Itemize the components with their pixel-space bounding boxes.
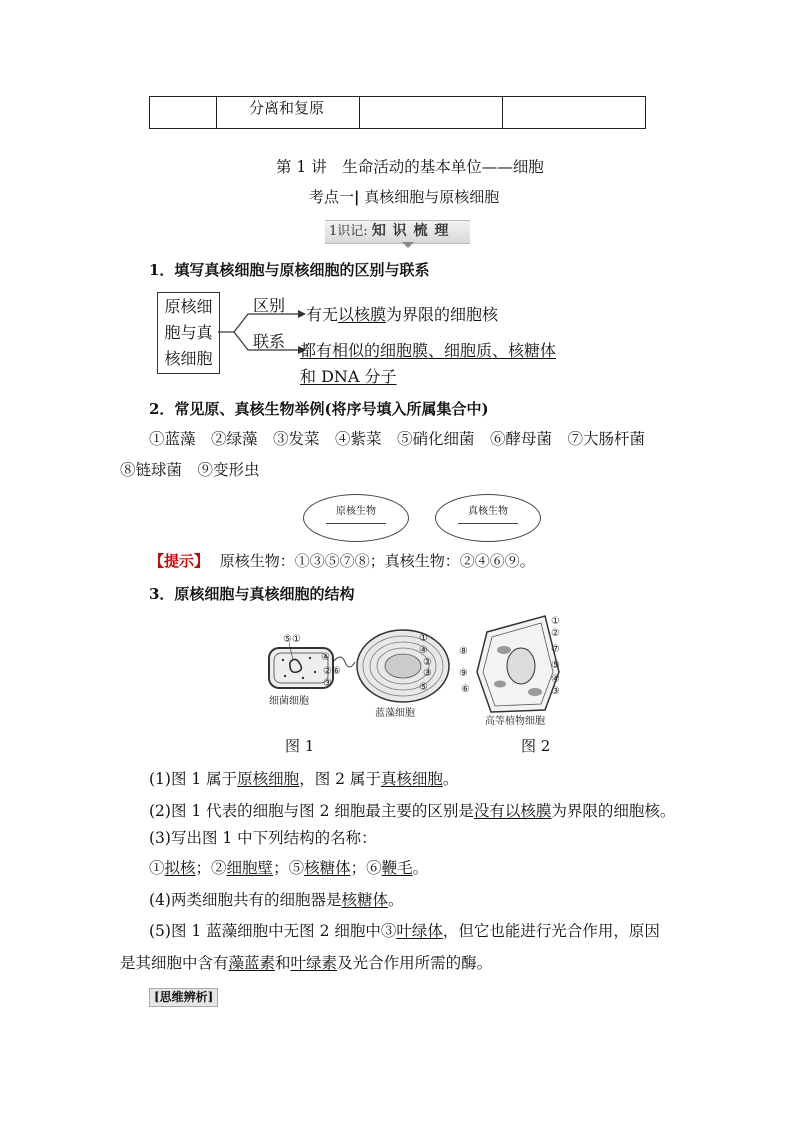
eukaryote-ellipse bbox=[435, 494, 541, 542]
ellipse-label: 原核生物 bbox=[336, 506, 376, 517]
svg-text:④: ④ bbox=[321, 652, 330, 663]
answer-1: (1)图 1 属于原核细胞，图 2 属于真核细胞。 bbox=[149, 770, 459, 788]
svg-text:⑦: ⑦ bbox=[551, 644, 560, 655]
concept-box-line: 核细胞 bbox=[164, 349, 213, 368]
svg-text:②: ② bbox=[551, 628, 560, 639]
q2-heading: 2．常见原、真核生物举例(将序号填入所属集合中) bbox=[149, 400, 489, 418]
svg-text:⑤: ⑤ bbox=[419, 682, 428, 693]
lecture-title: 第 1 讲 生命活动的基本单位——细胞 bbox=[276, 158, 544, 176]
concept-box-line: 原核细 bbox=[164, 297, 213, 316]
svg-text:③: ③ bbox=[551, 686, 560, 697]
answer-3b: ①拟核；②细胞壁；⑤核糖体；⑥鞭毛。 bbox=[149, 859, 429, 877]
table-cell bbox=[503, 97, 646, 129]
answer-5: (5)图 1 蓝藻细胞中无图 2 细胞中③叶绿体，但它也能进行光合作用，原因 bbox=[149, 922, 660, 940]
svg-text:②⑥: ②⑥ bbox=[323, 666, 341, 677]
svg-text:③: ③ bbox=[323, 678, 332, 689]
section-banner bbox=[325, 220, 470, 250]
svg-text:⑨: ⑨ bbox=[459, 668, 468, 679]
svg-text:⑧: ⑧ bbox=[459, 646, 468, 657]
tip-text: 原核生物：①③⑤⑦⑧；真核生物：②④⑥⑨。 bbox=[219, 552, 535, 570]
concept-box bbox=[157, 292, 220, 374]
answer-4: (4)两类细胞共有的细胞器是核糖体。 bbox=[149, 891, 404, 909]
branch1-text: 有无以核膜为界限的细胞核 bbox=[306, 305, 499, 324]
svg-text:②: ② bbox=[423, 657, 432, 668]
prokaryote-ellipse bbox=[303, 494, 409, 542]
fig1-caption: 图 1 bbox=[285, 737, 315, 755]
fig-label-cyano: 蓝藻细胞 bbox=[375, 708, 415, 719]
kaodian-heading: 考点一| 真核细胞与原核细胞 bbox=[309, 188, 500, 206]
q2-items-line1: ①蓝藻 ②绿藻 ③发菜 ④紫菜 ⑤硝化细菌 ⑥酵母菌 ⑦大肠杆菌 bbox=[149, 430, 646, 448]
concept-box-line: 胞与真 bbox=[164, 323, 213, 342]
label-num: ⑤① bbox=[283, 634, 301, 645]
q3-heading: 3．原核细胞与真核细胞的结构 bbox=[149, 585, 355, 603]
fig2-caption: 图 2 bbox=[521, 737, 551, 755]
table-cell bbox=[150, 97, 217, 129]
ellipse-label: 真核生物 bbox=[468, 506, 508, 517]
fig-label-plant: 高等植物细胞 bbox=[485, 716, 545, 727]
kaodian-prefix: 考点一 bbox=[309, 188, 355, 206]
answer-3: (3)写出图 1 中下列结构的名称： bbox=[149, 829, 377, 847]
banner-text: 知 识 梳 理 bbox=[371, 223, 450, 239]
answer-underline: 以核膜 bbox=[338, 305, 387, 324]
q1-heading: 1．填写真核细胞与原核细胞的区别与联系 bbox=[149, 261, 430, 279]
siwei-banner: [思维辨析] bbox=[149, 988, 218, 1007]
branch1-label: 区别 bbox=[253, 296, 286, 315]
branch2-label: 联系 bbox=[253, 332, 286, 351]
cell-figures bbox=[255, 612, 585, 728]
svg-text:⑤: ⑤ bbox=[551, 660, 560, 671]
svg-text:④: ④ bbox=[419, 645, 428, 656]
svg-text:④: ④ bbox=[551, 674, 560, 685]
answer-2: (2)图 1 代表的细胞与图 2 细胞最主要的区别是没有以核膜为界限的细胞核。 bbox=[149, 802, 676, 820]
answer-5b: 是其细胞中含有藻蓝素和叶绿素及光合作用所需的酶。 bbox=[120, 954, 493, 972]
kaodian-title: 真核细胞与原核细胞 bbox=[364, 188, 500, 206]
branch2-line1: 都有相似的细胞膜、细胞质、核糖体 bbox=[300, 341, 557, 360]
banner-arrow-icon bbox=[402, 242, 414, 248]
fig-label-bacteria: 细菌细胞 bbox=[269, 696, 309, 707]
table-cell bbox=[360, 97, 503, 129]
svg-text:①: ① bbox=[551, 616, 560, 627]
q2-items-line2: ⑧链球菌 ⑨变形虫 bbox=[120, 461, 260, 479]
top-table bbox=[149, 96, 646, 129]
tip-tag: 【提示】 bbox=[149, 552, 210, 570]
svg-text:①: ① bbox=[419, 633, 428, 644]
banner-number: 1 bbox=[329, 224, 338, 239]
svg-text:⑥: ⑥ bbox=[461, 684, 470, 695]
table-cell-text: 分离和复原 bbox=[249, 99, 325, 117]
tip-line bbox=[149, 550, 535, 572]
branch2-line2: 和 DNA 分子 bbox=[300, 367, 397, 386]
svg-text:③: ③ bbox=[423, 668, 432, 679]
banner-label: 识记: bbox=[337, 224, 368, 239]
table-cell bbox=[217, 97, 360, 129]
